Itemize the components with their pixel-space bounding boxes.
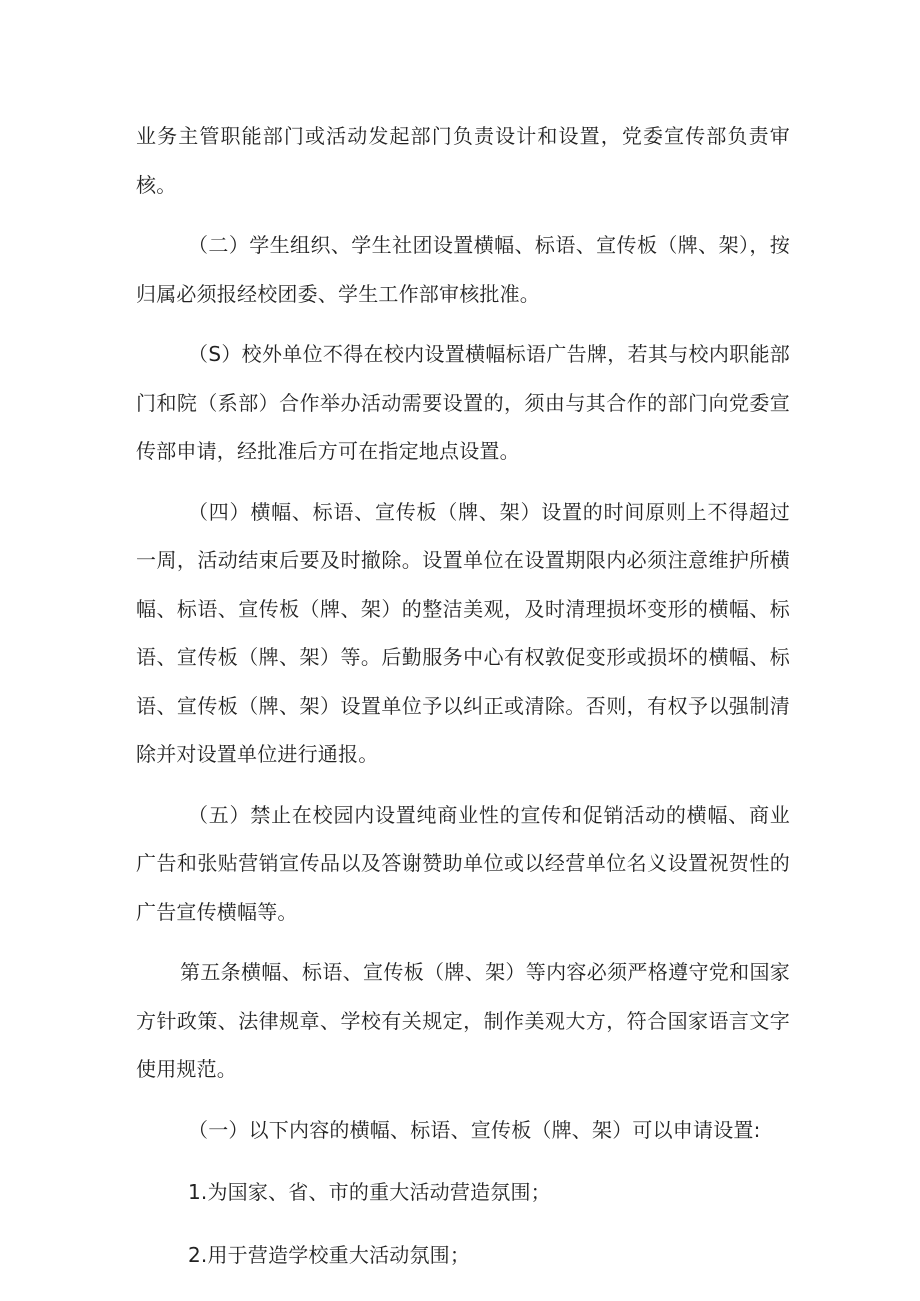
- document-body: [136, 112, 790, 1279]
- paragraph-continuation: 业务主管职能部门或活动发起部门负责设计和设置，党委宣传部负责审核。: [136, 124, 790, 197]
- paragraph-external-units: （S）校外单位不得在校内设置横幅标语广告牌，若其与校内职能部门和院（系部）合作举办活动需要设置的，须由与其合作的部门向党委宣传部申请，经批准后方可在指定地点设置。: [136, 342, 790, 463]
- paragraph-display-duration: （四）横幅、标语、宣传板（牌、架）设置的时间原则上不得超过一周，活动结束后要及时撤除。设置单位在设置期限内必须注意维护所横幅、标语、宣传板（牌、架）的整洁美观，及时清理损坏变形的横幅、标语、宣传板（牌、架）等。后勤服务中心有权敦促变形或损坏的横幅、标语、宣传板（牌、架）设置单位予以纠正或清除。否则，有权予以强制清除并对设置单位进行通报。: [136, 499, 790, 766]
- paragraph-commercial-ban: （五）禁止在校园内设置纯商业性的宣传和促销活动的横幅、商业广告和张贴营销宣传品以及答谢赞助单位或以经营单位名义设置祝贺性的广告宣传横幅等。: [136, 802, 790, 924]
- list-item-school-events: 2.用于营造学校重大活动氛围；: [188, 1242, 471, 1267]
- paragraph-student-organizations: （二）学生组织、学生社团设置横幅、标语、宣传板（牌、架），按归属必须报经校团委、学生工作部审核批准。: [136, 233, 790, 306]
- list-item-national-events: 1.为国家、省、市的重大活动营造氛围；: [188, 1180, 551, 1204]
- paragraph-allowed-content: （一）以下内容的横幅、标语、宣传板（牌、架）可以申请设置:: [188, 1117, 761, 1142]
- paragraph-article-five: 第五条横幅、标语、宣传板（牌、架）等内容必须严格遵守党和国家方针政策、法律规章、学校有关规定，制作美观大方，符合国家语言文字使用规范。: [136, 960, 790, 1081]
